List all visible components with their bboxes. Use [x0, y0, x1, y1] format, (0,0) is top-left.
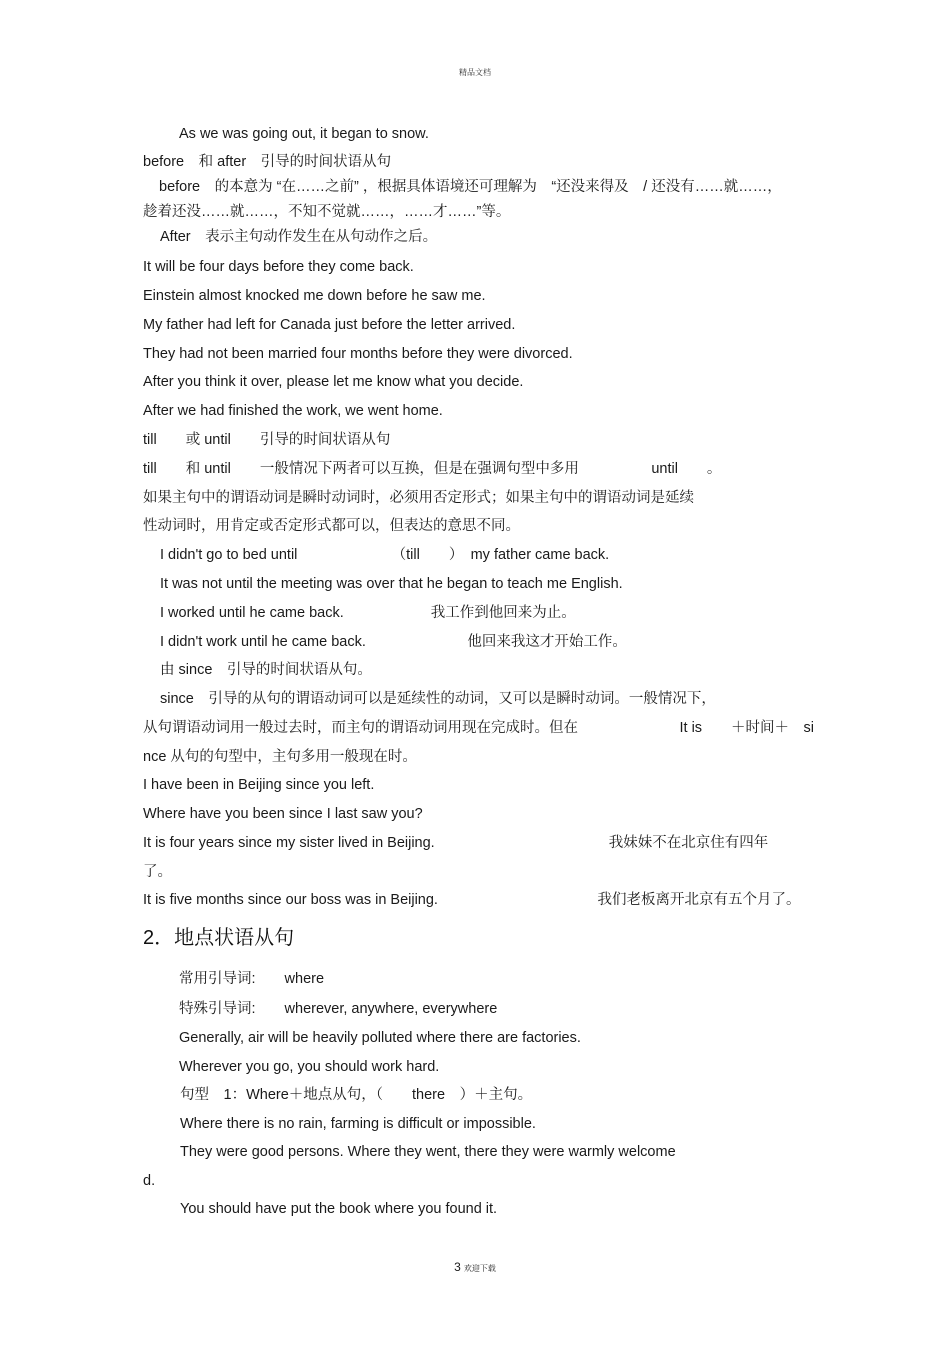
text-line: It is four years since my sister lived in Beijing. 我妹妹不在北京住有四年: [143, 835, 769, 851]
text-line: After 表示主句动作发生在从句动作之后。: [160, 229, 438, 245]
text-line: till 和 until 一般情况下两者可以互换，但是在强调句型中多用 until 。: [143, 461, 722, 477]
text-line: Generally, air will be heavily polluted where there are factories.: [179, 1030, 581, 1046]
text-line: They were good persons. Where they went, there they were warmly welcome: [180, 1144, 676, 1160]
text-line: Einstein almost knocked me down before he saw me.: [143, 288, 486, 304]
text-line: You should have put the book where you found it.: [180, 1201, 498, 1217]
text-line: d.: [143, 1173, 156, 1189]
text-line: They had not been married four months before they were divorced.: [143, 346, 573, 362]
text-line: 了。: [143, 864, 172, 880]
text-line: I didn't work until he came back. 他回来我这才开始工作。: [160, 634, 627, 650]
footer-label: 欢迎下载: [463, 1264, 496, 1273]
text-line: I have been in Beijing since you left.: [143, 777, 375, 793]
text-line: I worked until he came back. 我工作到他回来为止。: [160, 605, 576, 621]
text-line: till 或 until 引导的时间状语从句: [143, 432, 391, 448]
text-line: 性动词时，用肯定或否定形式都可以，但表达的意思不同。: [143, 518, 520, 534]
text-line: 特殊引导词: wherever, anywhere, everywhere: [179, 1001, 498, 1017]
text-line: It is five months since our boss was in Beijing. 我们老板离开北京有五个月了。: [143, 892, 801, 908]
text-line: Where have you been since I last saw you?: [143, 806, 423, 822]
text-line: since 引导的从句的谓语动词可以是延续性的动词，又可以是瞬时动词。一般情况下，: [160, 691, 716, 707]
text-line: After you think it over, please let me know what you decide.: [143, 374, 524, 390]
text-line: nce 从句的句型中，主句多用一般现在时。: [143, 749, 417, 765]
text-line: As we was going out, it began to snow.: [179, 126, 429, 142]
text-line: Wherever you go, you should work hard.: [179, 1059, 440, 1075]
text-line: I didn't go to bed until （till ） my father came back.: [160, 547, 610, 563]
text-line: Where there is no rain, farming is difficult or impossible.: [180, 1116, 536, 1132]
page-header: 精品文档: [459, 68, 491, 77]
text-line: before 和 after 引导的时间状语从句: [143, 154, 392, 170]
text-line: It was not until the meeting was over that he began to teach me English.: [160, 576, 623, 592]
section-heading: 2．地点状语从句: [143, 927, 295, 949]
text-line: My father had left for Canada just before the letter arrived.: [143, 317, 516, 333]
text-line: After we had finished the work, we went home.: [143, 403, 443, 419]
text-line: before 的本意为 “在……之前” ，根据具体语境还可理解为 “还没来得及 / 还没有……就……，: [159, 179, 782, 195]
text-line: It will be four days before they come back.: [143, 259, 414, 275]
text-line: 由 since 引导的时间状语从句。: [160, 662, 372, 678]
text-line: 趁着还没……就……，不知不觉就……，……才……”等。: [143, 204, 511, 220]
text-line: 如果主句中的谓语动词是瞬时动词时，必须用否定形式；如果主句中的谓语动词是延续: [143, 490, 694, 506]
text-line: 从句谓语动词用一般过去时，而主句的谓语动词用现在完成时。但在 It is ＋时间＋ si: [143, 720, 815, 736]
page-number: 3: [454, 1260, 461, 1274]
text-line: 句型 1：Where＋地点从句，（ there ）＋主句。: [180, 1087, 533, 1103]
text-line: 常用引导词: where: [179, 971, 325, 987]
page-footer: [0, 1258, 950, 1276]
